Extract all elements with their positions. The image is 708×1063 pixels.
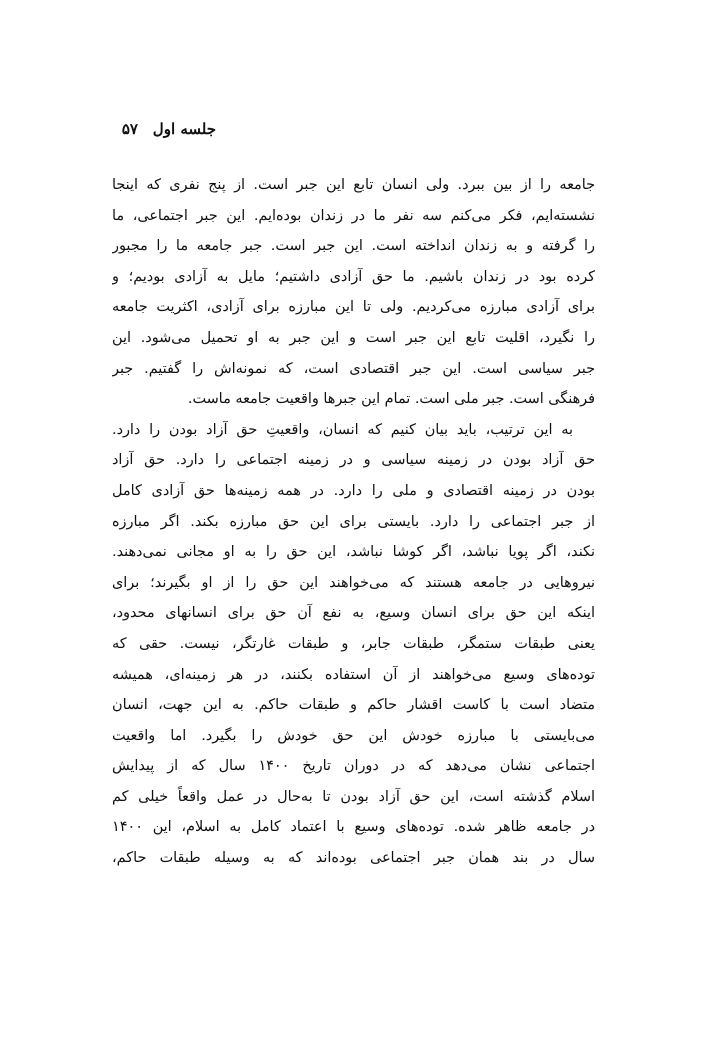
text-line: می‌بایستی با مبارزه خودش این حق خودش را بگیرد. اما واقعیت [112, 727, 595, 744]
text-line: اینکه این حق برای انسان وسیع، به نفع آن حق برای انسانهای محدود، [112, 605, 595, 622]
body-text [112, 170, 595, 874]
text-line: نشسته‌ایم، فکر می‌کنم سه نفر ما در زندان بوده‌ایم. این جبر اجتماعی، ما [112, 207, 595, 224]
text-line: نیروهایی در جامعه هستند که می‌خواهند این حق را از او بگیرند؛ برای [112, 574, 595, 591]
text-line: برای آزادی مبارزه می‌کردیم. ولی تا این مبارزه برای آزادی، اکثریت جامعه [112, 299, 595, 316]
text-line: متضاد است با کاست اقشار حاکم و طبقات حاکم. به این جهت، انسان [112, 697, 595, 714]
text-line: کرده بود در زندان باشیم. ما حق آزادی داشتیم؛ مایل به آزادی بودیم؛ و [112, 268, 595, 285]
text-line: توده‌های وسیع می‌خواهند از آن استفاده بکنند، در هر زمینه‌ای، همیشه [112, 666, 595, 683]
text-line: در جامعه ظاهر شده. توده‌های وسیع با اعتماد کامل به اسلام، این ۱۴۰۰ [112, 819, 595, 836]
text-line: اجتماعی نشان می‌دهد که در دوران تاریخ ۱۴۰۰ سال که از پیدایش [112, 758, 595, 775]
text-line: به این ترتیب، باید بیان کنیم که انسان، واقعیتِ حق آزاد بودن را دارد. [112, 421, 573, 438]
text-line: فرهنگی است. جبر ملی است. تمام این جبرها واقعیت جامعه ماست. [187, 391, 595, 408]
page-number: ۵۷ [121, 120, 138, 138]
text-line: بودن در زمینه اقتصادی و ملی را دارد. در همه زمینه‌ها حق آزادی کامل [112, 482, 595, 499]
text-line: حق آزاد بودن در زمینه سیاسی و در زمینه اجتماعی را دارد. حق آزاد [112, 452, 595, 469]
text-line: را نگیرد، اقلیت تابع این جبر است و این جبر به او تحمیل می‌شود. این [112, 329, 595, 346]
text-line: سال در بند همان جبر اجتماعی بوده‌اند که به وسیله طبقات حاکم، [112, 850, 595, 867]
chapter-title: جلسه اول [152, 120, 216, 138]
text-line: یعنی طبقات ستمگر، طبقات جابر، و طبقات غارتگر، نیست. حقی که [112, 635, 595, 652]
text-line: جبر سیاسی است. این جبر اقتصادی است، که نمونه‌اش را گفتیم. جبر [112, 360, 595, 377]
paragraph-2 [112, 415, 595, 874]
text-line: اسلام گذشته است، این حق آزاد بودن تا به‌حال در عمل واقعاً خیلی کم [112, 788, 595, 805]
text-line: از جبر اجتماعی را دارد. بایستی برای این حق مبارزه بکند. اگر مبارزه [112, 513, 595, 530]
text-line: جامعه را از بین ببرد. ولی انسان تابع این جبر است. از پنج نفری که اینجا [112, 177, 595, 193]
text-line: را گرفته و به زندان انداخته است. این جبر است. جبر جامعه ما را مجبور [112, 238, 595, 255]
running-header [0, 120, 708, 144]
text-line: نکند، اگر پویا نباشد، اگر کوشا نباشد، این حق را به او مجانی نمی‌دهند. [112, 544, 595, 561]
paragraph-1 [112, 170, 595, 415]
